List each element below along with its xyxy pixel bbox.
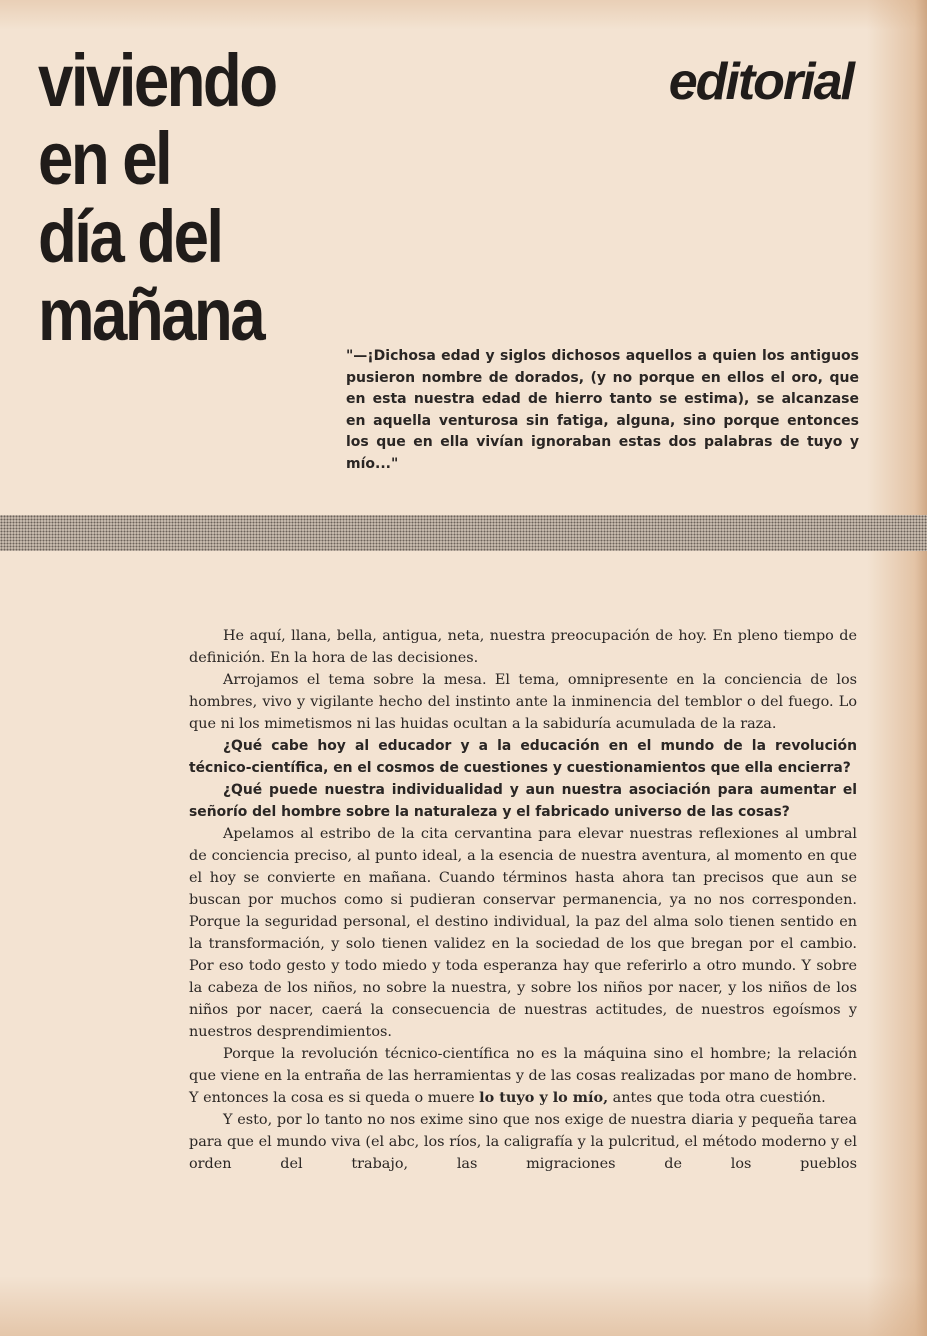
title-line-4: mañana <box>38 273 264 356</box>
paragraph-6-part-a: Porque la revolución técnico-científica no es la máquina sino el hombre; la relación que viene en la entraña de las herramientas y de las cosas realizadas por mano de hombre. Y entonces la cosa es si queda o muere <box>189 1046 857 1106</box>
paragraph-5: Apelamos al estribo de la cita cervantina para elevar nuestras reflexiones al umbral de conciencia preciso, al punto ideal, a la esencia de nuestra aventura, al momento en que el hoy se convierte en mañana. Cuando términos hasta ahora tan precisos que aun se buscan por muchos como si pudieran conservar permanencia, ya no nos corresponden. Porque la seguridad personal, el destino individual, la paz del alma solo tienen sentido en la transformación, y solo tienen validez en la sociedad de los que bregan por el cambio. Por eso todo gesto y todo miedo y toda esperanza hay que referirlo a otro mundo. Y sobre la cabeza de los niños, no sobre la nuestra, y sobre los niños por nacer, y los niños de los niños por nacer, caerá la consecuencia de nuestras actitudes, de nuestros egoísmos y nuestros desprendimientos. <box>189 826 857 1040</box>
article-body <box>189 625 857 1175</box>
paragraph-7: Y esto, por lo tanto no nos exime sino que nos exige de nuestra diaria y pequeña tarea para que el mundo viva (el abc, los ríos, la caligrafía y la pulcritud, el método moderno y el orden del trabajo, las migraciones de los pueblos <box>189 1112 857 1172</box>
paragraph-1: He aquí, llana, bella, antigua, neta, nuestra preocupación de hoy. En pleno tiempo de definición. En la hora de las decisiones. <box>189 628 857 666</box>
paper-tint-bottom <box>0 1276 927 1336</box>
page-title <box>38 39 276 356</box>
title-line-2: en el <box>38 117 171 200</box>
title-line-1: viviendo <box>38 39 276 122</box>
title-line-3: día del <box>38 195 222 278</box>
section-label: editorial <box>668 53 853 111</box>
halftone-divider <box>0 515 927 551</box>
paper-tint-right <box>867 0 927 1336</box>
paragraph-6-part-b: antes que toda otra cuestión. <box>608 1090 826 1106</box>
paragraph-3-question: ¿Qué cabe hoy al educador y a la educación en el mundo de la revolución técnico-científica, en el cosmos de cuestiones y cuestionamientos que ella encierra? <box>189 738 857 776</box>
paragraph-6-emphasis: lo tuyo y lo mío, <box>479 1089 609 1106</box>
paragraph-4-question: ¿Qué puede nuestra individualidad y aun nuestra asociación para aumentar el señorío del hombre sobre la naturaleza y el fabricado universo de las cosas? <box>189 782 857 820</box>
paragraph-6 <box>189 1043 857 1109</box>
epigraph-quote: "—¡Dichosa edad y siglos dichosos aquellos a quien los antiguos pusieron nombre de dorados, (y no porque en ellos el oro, que en esta nuestra edad de hierro tanto se estima), se alcanzase en aquella venturosa sin fatiga, alguna, sino porque entonces los que en ella vivían ignoraban estas dos palabras de tuyo y mío..." <box>346 348 859 472</box>
paper-tint-top <box>0 0 927 30</box>
paragraph-2: Arrojamos el tema sobre la mesa. El tema, omnipresente en la conciencia de los hombres, vivo y vigilante hecho del instinto ante la inminencia del temblor o del fuego. Lo que ni los mimetismos ni las huidas ocultan a la sabiduría acumulada de la raza. <box>189 672 857 732</box>
